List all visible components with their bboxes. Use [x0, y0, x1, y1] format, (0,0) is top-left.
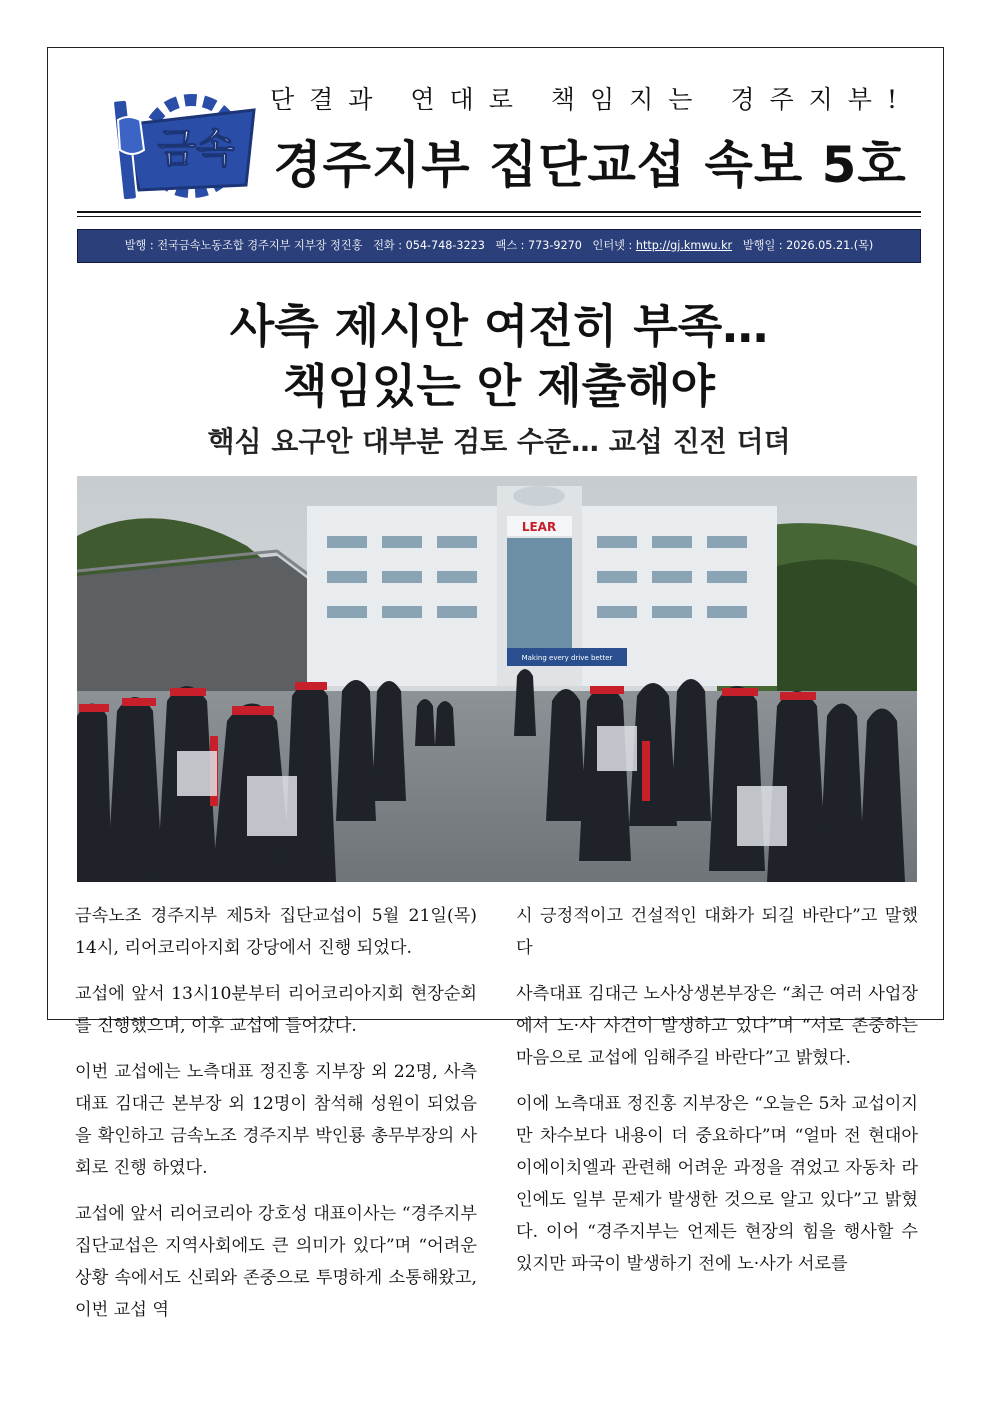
entrance-banner: Making every drive better: [521, 654, 613, 662]
paragraph: 교섭에 앞서 리어코리아 강호성 대표이사는 “경주지부 집단교섭은 지역사회에도 큰 의미가 있다”며 “어려운 상황 속에서도 신뢰와 존중으로 투명하게 소통해왔고, 이번 교섭 역: [75, 1204, 477, 1320]
paragraph: 교섭에 앞서 13시10분부터 리어코리아지회 현장순회를 진행했으며, 이후 교섭에 들어갔다.: [75, 984, 477, 1036]
logo-text: 금속: [157, 126, 235, 172]
article-column-right: [516, 900, 918, 1294]
phone: 전화 : 054-748-3223: [373, 239, 485, 252]
slogan: 단결과 연대로 책임지는 경주지부!: [270, 85, 912, 114]
subheadline: 핵심 요구안 대부분 검토 수준… 교섭 진전 더뎌: [207, 425, 791, 458]
union-logo-icon: [104, 80, 264, 205]
paragraph: 이에 노측대표 정진홍 지부장은 “오늘은 5차 교섭이지만 차수보다 내용이 더 중요하다”며 “얼마 전 현대아이에이치엘과 관련해 어려운 과정을 겪었고 자동차 라인에도 일부 문제가 발생한 것으로 알고 있다”고 밝혔다. 이어 “경주지부는 언제든 현장의 힘을 행사할 수 있지만 파국이 발생하기 전에 노·사가 서로를: [516, 1094, 918, 1274]
article-photo: [77, 476, 917, 882]
paragraph: 금속노조 경주지부 제5차 집단교섭이 5월 21일(목) 14시, 리어코리아지회 강당에서 진행 되었다.: [75, 906, 477, 958]
headline-line-2: 책임있는 안 제출해야: [283, 359, 715, 413]
paragraph: 사측대표 김대근 노사상생본부장은 “최근 여러 사업장에서 노·사 사건이 발생하고 있다”며 “서로 존중하는 마음으로 교섭에 임해주길 바란다”고 밝혔다.: [516, 984, 918, 1068]
publisher: 발행 : 전국금속노동조합 경주지부 지부장 정진홍: [124, 239, 363, 252]
issue-date: 발행일 : 2026.05.21.(목): [742, 239, 874, 252]
headline-line-1: 사측 제시안 여전히 부족…: [229, 299, 769, 353]
newsletter-title: 경주지부 집단교섭 속보 5호: [273, 136, 907, 194]
paragraph: 시 긍정적이고 건설적인 대화가 되길 바란다”고 말했다: [516, 906, 918, 958]
publisher-info-bar: [77, 229, 921, 263]
masthead-rule-thin: [77, 216, 921, 217]
website-link[interactable]: http://gj.kmwu.kr: [635, 239, 733, 252]
building-sign: LEAR: [521, 520, 557, 534]
masthead-rule: [77, 211, 921, 213]
article-column-left: [75, 900, 477, 1340]
internet-label: 인터넷 :: [592, 239, 636, 252]
fax: 팩스 : 773-9270: [495, 239, 582, 252]
paragraph: 이번 교섭에는 노측대표 정진홍 지부장 외 22명, 사측대표 김대근 본부장 외 12명이 참석해 성원이 되었음을 확인하고 금속노조 경주지부 박인룡 총무부장의 사회로 진행 하였다.: [75, 1062, 477, 1178]
